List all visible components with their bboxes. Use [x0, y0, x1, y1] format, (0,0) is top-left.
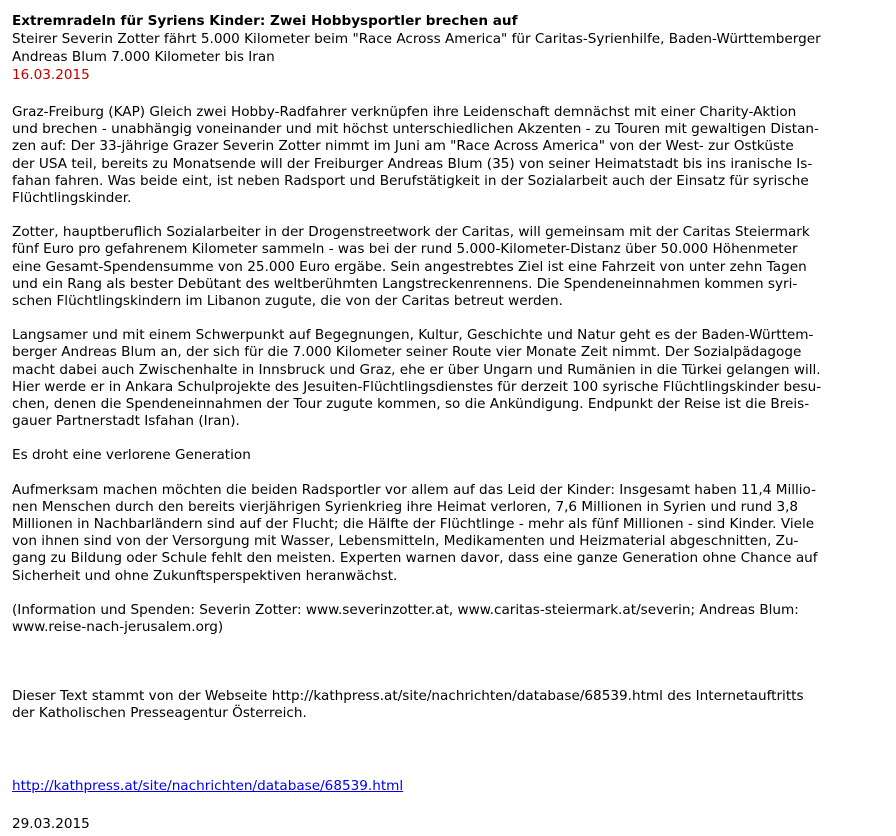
section-heading: Es droht eine verlorene Generation	[12, 447, 251, 464]
paragraph-zotter: Zotter, hauptberuflich Sozialarbeiter in der Drogenstreetwork der Caritas, will gemeinsam mit der Caritas Steiermark fünf Euro pro gefahrenem Kilometer sammeln - was bei der rund 5.000-Kilometer-Distanz über 50.000 Höhenmeter eine Gesamt-Spendensumme von 25.000 Euro ergäbe. Sein angestrebtes Ziel ist eine Fahrzeit von unter zehn Tagen und ein Rang als bester Debütant des weltberühmten Langstreckenrennens. Die Spendeneinnahmen kommen syri- schen Flüchtlingskindern im Libanon zugute, die von der Caritas betreut werden.	[12, 224, 810, 310]
source-link[interactable]: http://kathpress.at/site/nachrichten/database/68539.html	[12, 777, 404, 794]
paragraph-blum: Langsamer und mit einem Schwerpunkt auf Begegnungen, Kultur, Geschichte und Natur geht es der Baden-Württem- berger Andreas Blum an, der sich für die 7.000 Kilometer seiner Route vier Monate Zeit nimmt. Der Sozialpädagoge macht dabei auch Zwischenhalte in Innsbruck und Graz, ehe er über Ungarn und Rumänien in die Türkei gelangen will. Hier werde er in Ankara Schulprojekte des Jesuiten-Flüchtlingsdienstes für derzeit 100 syrische Flüchtlingskinder besu- chen, denen die Spendeneinnahmen der Tour zugute kommen, so die Ankündigung. Endpunkt der Reise ist die Breis- gauer Partnerstadt Isfahan (Iran).	[12, 327, 822, 430]
article-subtitle-line-2: Andreas Blum 7.000 Kilometer bis Iran	[12, 49, 275, 65]
source-note: Dieser Text stammt von der Webseite http://kathpress.at/site/nachrichten/database/68539.html des Internetauftritts der Katholischen Presseagentur Österreich.	[12, 688, 804, 722]
article-title: Extremradeln für Syriens Kinder: Zwei Hobbysportler brechen auf	[12, 13, 518, 29]
article-subtitle-line-1: Steirer Severin Zotter fährt 5.000 Kilometer beim "Race Across America" für Caritas-Syrienhilfe, Baden-Württemberger	[12, 31, 821, 47]
article-page	[12, 12, 874, 833]
article-date: 16.03.2015	[12, 67, 90, 83]
footer-date: 29.03.2015	[12, 815, 90, 832]
paragraph-info: (Information und Spenden: Severin Zotter: www.severinzotter.at, www.caritas-steiermark.at/severin; Andreas Blum: www.reise-nach-jerusalem.org)	[12, 601, 799, 636]
paragraph-children: Aufmerksam machen möchten die beiden Radsportler vor allem auf das Leid der Kinder: Insgesamt haben 11,4 Millio- nen Menschen durch den bereits vierjährigen Syrienkrieg ihre Heimat verloren, 7,6 Millionen in Syrien und rund 3,8 Millionen in Nachbarländern sind auf der Flucht; die Hälfte der Flüchtlinge - mehr als fünf Millionen - sind Kinder. Viele von ihnen sind von der Versorgung mit Wasser, Lebensmitteln, Medikamenten und Heizmaterial abgeschnitten, Zu- gang zu Bildung oder Schule fehlt den meisten. Experten warnen davor, dass eine ganze Generation ohne Chance auf Sicherheit und ohne Zukunftsperspektiven heranwächst.	[12, 481, 818, 584]
paragraph-intro: Graz-Freiburg (KAP) Gleich zwei Hobby-Radfahrer verknüpfen ihre Leidenschaft demnächst mit einer Charity-Aktion und brechen - unabhängig voneinander und mit höchst unterschiedlichen Akzenten - zu Touren mit gewaltigen Distan- zen auf: Der 33-jährige Grazer Severin Zotter nimmt im Juni am "Race Across America" von der West- zur Ostküste der USA teil, bereits zu Monatsende will der Freiburger Andreas Blum (35) von seiner Heimatstadt bis ins iranische Is- fahan fahren. Was beide eint, ist neben Radsport und Berufstätigkeit in der Sozialarbeit auch der Einsatz für syrische Flüchtlingskinder.	[12, 104, 819, 207]
